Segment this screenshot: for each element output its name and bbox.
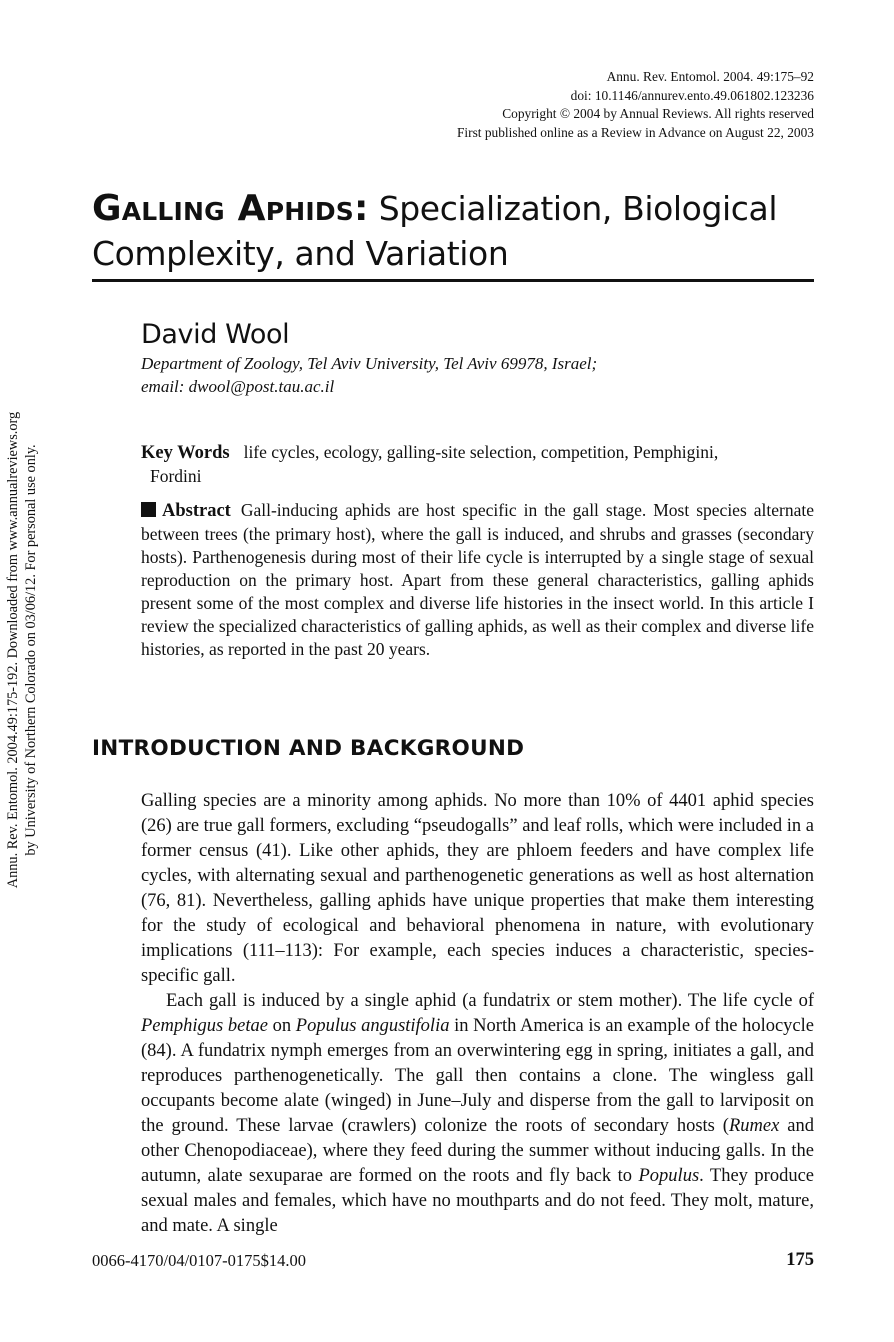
keywords-list: life cycles, ecology, galling-site selection, competition, Pemphigini, — [243, 442, 719, 462]
keywords — [141, 441, 814, 488]
publication-date: First published online as a Review in Advance on August 22, 2003 — [456, 124, 814, 140]
title-line2: Complexity, and Variation — [92, 234, 509, 273]
genus-name: Rumex — [728, 1116, 780, 1136]
abstract-label: Abstract — [162, 501, 231, 521]
download-notice-line2: by University of Northern Colorado on 03/06/12. For personal use only. — [22, 444, 39, 856]
paragraph: Each gall is induced by a single aphid (a fundatrix or stem mother). The life cycle of Pemphigus betae on Populus angustifolia in North America is an example of the holocycle (84). A fundatrix nymph emerges from an overwintering egg in spring, initiates a gall, and reproduces parthenogenetically. The gall then contains a clone. The wingless gall occupants become alate (winged) in June–July and disperse from the gall to larviposit on the ground. These larvae (crawlers) colonize the roots of secondary hosts (Rumex and other Chenopodiaceae), where they feed during the summer without inducing galls. In the autumn, alate sexuparae are formed on the roots and fly back to Populus. They produce sexual males and females, which have no mouthparts and do not feed. They molt, mature, and mate. A single — [141, 991, 814, 1236]
article-title — [92, 186, 812, 276]
species-name: Populus angustifolia — [295, 1016, 450, 1036]
affiliation-line: Department of Zoology, Tel Aviv University, Tel Aviv 69978, Israel; — [141, 354, 598, 373]
title-rest: Specialization, Biological — [378, 189, 778, 228]
author-affiliation — [141, 352, 597, 398]
body-text — [141, 789, 814, 1239]
abstract-text: Gall-inducing aphids are host specific in the gall stage. Most species alternate between trees (the primary host), where the gall is induced, and shrubs and grasses (secondary hosts). Parthenogenesis during most of their life cycle is interrupted by a single stage of sexual reproduction on the primary host. Apart from these general characteristics, galling aphids present some of the most complex and diverse life histories in the insect world. In this article I review the specialized characteristics of galling aphids, as well as their complex and diverse life histories, as reported in the past 20 years. — [141, 500, 814, 659]
keywords-list-continued: Fordini — [150, 466, 202, 486]
genus-name: Populus — [638, 1166, 700, 1186]
copyright: Copyright © 2004 by Annual Reviews. All rights reserved — [502, 106, 814, 121]
keywords-label: Key Words — [141, 443, 230, 463]
title-rule — [92, 279, 814, 282]
paragraph: Galling species are a minority among aphids. No more than 10% of 4401 aphid species (26) are true gall formers, excluding “pseudogalls” and leaf rolls, which were included in a former census (41). Like other aphids, they are phloem feeders and have complex life cycles, with alternating sexual and parthenogenetic generations as well as host alternation (76, 81). Nevertheless, galling aphids have unique properties that make them interesting for the study of ecological and behavioral phenomena in nature, with evolutionary implications (111–113): For example, each species induces a characteristic, species-specific gall. — [141, 791, 814, 986]
author-name: David Wool — [141, 319, 290, 350]
article-code: 0066-4170/04/0107-0175$14.00 — [92, 1251, 307, 1270]
journal-citation: Annu. Rev. Entomol. 2004. 49:175–92 — [606, 69, 814, 84]
doi: doi: 10.1146/annurev.ento.49.061802.123236 — [570, 87, 814, 103]
author-email: email: dwool@post.tau.ac.il — [141, 377, 335, 396]
title-lead: Galling Aphids: — [92, 188, 369, 229]
header-metadata — [457, 68, 814, 142]
species-name: Pemphigus betae — [141, 1016, 268, 1036]
abstract — [141, 499, 814, 661]
download-notice-line1: Annu. Rev. Entomol. 2004.49:175-192. Downloaded from www.annualreviews.org — [5, 411, 21, 889]
square-bullet-icon — [141, 502, 156, 517]
page-number: 175 — [786, 1250, 814, 1270]
section-heading: INTRODUCTION AND BACKGROUND — [92, 736, 525, 761]
download-notice — [5, 350, 40, 950]
